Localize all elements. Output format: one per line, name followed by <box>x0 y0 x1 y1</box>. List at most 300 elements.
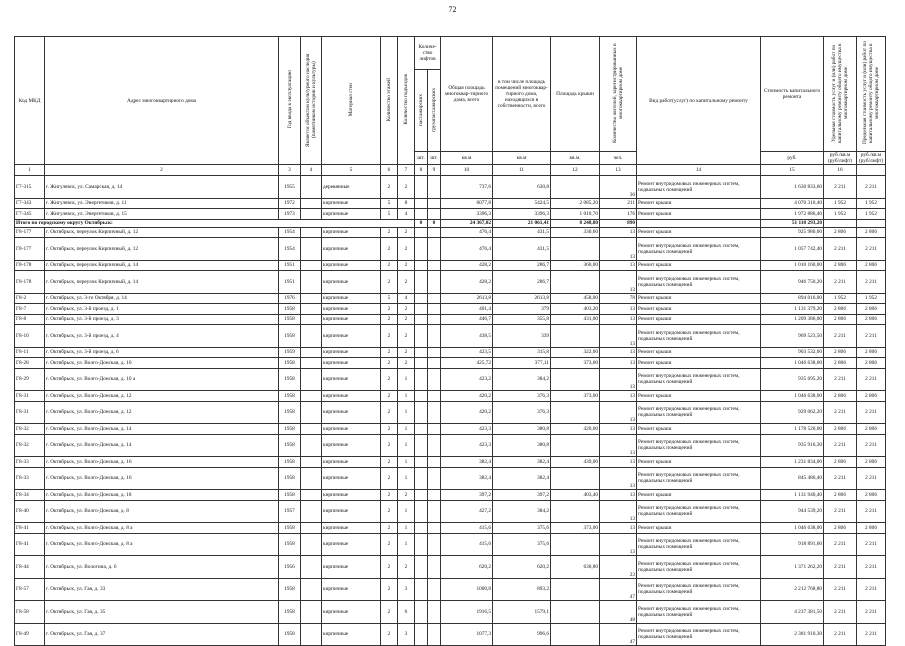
row-roof-area: 360,00 <box>551 260 600 271</box>
column-number: 2 <box>45 165 279 176</box>
row-unit-cost: 2 211 <box>824 467 857 490</box>
row-year: 1958 <box>279 523 301 534</box>
table-row <box>15 457 886 468</box>
row-max-cost: 2 806 <box>857 358 886 369</box>
row-address: г. Жигулевск, ул. Энергетиков, д. 11 <box>45 198 279 209</box>
unit-roof-area: кв.м. <box>551 152 600 165</box>
row-lifts-pass <box>415 176 428 199</box>
column-number: 14 <box>637 165 761 176</box>
row-year: 1958 <box>279 391 301 402</box>
row-year: 1958 <box>279 401 301 424</box>
row-year: 1954 <box>279 227 301 238</box>
row-max-cost: 2 211 <box>857 325 886 348</box>
table-body <box>15 176 886 646</box>
row-max-cost: 2 211 <box>857 238 886 261</box>
row-max-cost: 2 211 <box>857 271 886 294</box>
row-max-cost: 2 806 <box>857 227 886 238</box>
row-lifts-cargo <box>428 293 441 304</box>
row-total-area: 423,3 <box>441 434 493 457</box>
row-lifts-pass <box>415 271 428 294</box>
row-code: Г8-33 <box>15 467 45 490</box>
row-residents: 13 <box>600 457 637 468</box>
row-work-type: Ремонт внутридомовых инженерных систем, подвальных помещений <box>637 601 761 624</box>
row-cost: 1 209 386,00 <box>761 314 824 325</box>
row-lifts-pass <box>415 293 428 304</box>
row-floors: 2 <box>381 227 398 238</box>
row-residents: 176 <box>600 209 637 220</box>
row-lifts-cargo <box>428 457 441 468</box>
table-row <box>15 578 886 601</box>
row-floors: 2 <box>381 358 398 369</box>
unit-lifts-pass: шт. <box>415 152 428 165</box>
row-max-cost: 2 806 <box>857 391 886 402</box>
table-row <box>15 304 886 315</box>
row-owned-area: 620,2 <box>493 556 551 579</box>
row-code: Г7-345 <box>15 209 45 220</box>
row-cost: 918 891,60 <box>761 533 824 556</box>
row-material: кирпичные <box>322 434 381 457</box>
row-cost: 1 131 379,20 <box>761 304 824 315</box>
row-lifts-pass <box>415 358 428 369</box>
row-address: г. Октябрьск, ул. Волго-Донская, д. 16 <box>45 457 279 468</box>
row-roof-area <box>551 467 600 490</box>
row-material: кирпичные <box>322 500 381 523</box>
row-lifts-pass <box>415 556 428 579</box>
column-number: 13 <box>600 165 637 176</box>
row-roof-area <box>551 271 600 294</box>
row-lifts-cargo <box>428 434 441 457</box>
row-owned-area: 5424,5 <box>493 198 551 209</box>
row-work-type: Ремонт внутридомовых инженерных систем, подвальных помещений <box>637 467 761 490</box>
row-heritage <box>301 347 322 358</box>
row-roof-area: 373,00 <box>551 523 600 534</box>
row-heritage <box>301 209 322 220</box>
row-year: 1954 <box>279 238 301 261</box>
row-entrances: 2 <box>398 227 415 238</box>
row-entrances: 1 <box>398 457 415 468</box>
row-entrances: 2 <box>398 238 415 261</box>
row-total-area: 382,4 <box>441 457 493 468</box>
row-unit-cost: 2 211 <box>824 556 857 579</box>
row-year: 1957 <box>279 500 301 523</box>
total-row <box>15 219 886 227</box>
row-lifts-pass <box>415 314 428 325</box>
row-owned-area: 380,8 <box>493 434 551 457</box>
header-work-type: Вид работ(услуг) по капитальному ремонту <box>637 37 761 165</box>
row-year: 1958 <box>279 490 301 501</box>
column-number: 10 <box>441 165 493 176</box>
page-number: 72 <box>448 5 457 14</box>
row-lifts-pass <box>415 523 428 534</box>
row-max-cost: 2 211 <box>857 500 886 523</box>
row-residents: 13 <box>600 490 637 501</box>
row-code: Г8-58 <box>15 601 45 624</box>
column-number: 1 <box>15 165 45 176</box>
row-cost: 944 539,20 <box>761 500 824 523</box>
row-cost: 1 371 262,20 <box>761 556 824 579</box>
header-material: Материал стен <box>322 37 381 165</box>
row-lifts-pass <box>415 304 428 315</box>
mkd-register-table <box>14 36 886 646</box>
row-unit-cost: 2 211 <box>824 500 857 523</box>
row-roof-area: 403,20 <box>551 304 600 315</box>
row-lifts-cargo <box>428 500 441 523</box>
row-code: Г8-178 <box>15 260 45 271</box>
row-unit-cost: 2 806 <box>824 457 857 468</box>
row-cost: 935 916,30 <box>761 434 824 457</box>
row-total-area: 1916,5 <box>441 601 493 624</box>
row-owned-area: 376,3 <box>493 391 551 402</box>
row-owned-area: 1579,1 <box>493 601 551 624</box>
header-year: Год ввода в эксплуатацию <box>279 37 301 165</box>
row-year: 1958 <box>279 601 301 624</box>
row-floors: 2 <box>381 271 398 294</box>
row-residents: 13 <box>600 467 637 490</box>
row-unit-cost: 2 211 <box>824 271 857 294</box>
row-address: г. Октябрьск, ул. Волго-Донская, д. 8 <box>45 500 279 523</box>
row-heritage <box>301 293 322 304</box>
row-code: Г8-8 <box>15 314 45 325</box>
total-lifts-pass: 0 <box>415 219 428 227</box>
row-cost: 1 178 520,00 <box>761 424 824 435</box>
row-entrances: 2 <box>398 314 415 325</box>
row-lifts-cargo <box>428 391 441 402</box>
row-work-type: Ремонт крыши <box>637 227 761 238</box>
row-heritage <box>301 457 322 468</box>
table-row <box>15 209 886 220</box>
row-material: кирпичные <box>322 368 381 391</box>
row-work-type: Ремонт крыши <box>637 457 761 468</box>
row-cost: 1 630 833,60 <box>761 176 824 199</box>
row-address: г. Октябрьск, ул. Волго-Донская, д. 8 а <box>45 523 279 534</box>
row-roof-area: 2 085,20 <box>551 198 600 209</box>
row-unit-cost: 1 952 <box>824 293 857 304</box>
row-residents: 13 <box>600 260 637 271</box>
row-roof-area <box>551 601 600 624</box>
row-address: г. Октябрьск, ул. Гая, д. 35 <box>45 601 279 624</box>
row-cost: 1 046 638,00 <box>761 523 824 534</box>
row-max-cost: 1 952 <box>857 209 886 220</box>
row-owned-area: 355,8 <box>493 314 551 325</box>
row-floors: 2 <box>381 260 398 271</box>
row-unit-cost: 2 806 <box>824 260 857 271</box>
row-code: Г8-2 <box>15 293 45 304</box>
row-unit-cost: 2 806 <box>824 523 857 534</box>
total-residents: 890 <box>600 219 637 227</box>
row-entrances: 4 <box>398 209 415 220</box>
row-address: г. Октябрьск, переулок Кирпичный, д. 14 <box>45 271 279 294</box>
row-residents: 36 <box>600 176 637 199</box>
row-code: Г8-178 <box>15 271 45 294</box>
header-roof-area: Площадь крыши <box>551 37 600 152</box>
row-residents: 13 <box>600 227 637 238</box>
row-cost: 845 486,40 <box>761 467 824 490</box>
table-row <box>15 401 886 424</box>
row-heritage <box>301 368 322 391</box>
row-roof-area: 420,00 <box>551 424 600 435</box>
row-residents: 13 <box>600 424 637 435</box>
row-heritage <box>301 500 322 523</box>
row-year: 1958 <box>279 467 301 490</box>
row-total-area: 415,6 <box>441 523 493 534</box>
row-lifts-pass <box>415 601 428 624</box>
row-total-area: 3396,3 <box>441 209 493 220</box>
row-entrances: 2 <box>398 304 415 315</box>
row-lifts-cargo <box>428 176 441 199</box>
row-lifts-pass <box>415 260 428 271</box>
row-total-area: 415,6 <box>441 533 493 556</box>
table-row <box>15 271 886 294</box>
row-material: кирпичные <box>322 533 381 556</box>
row-max-cost: 2 806 <box>857 457 886 468</box>
row-total-area: 427,2 <box>441 500 493 523</box>
table-row <box>15 601 886 624</box>
row-total-area: 1077,3 <box>441 623 493 646</box>
header-code: Код МКД <box>15 37 45 165</box>
row-residents: 13 <box>600 391 637 402</box>
row-max-cost: 2 211 <box>857 176 886 199</box>
row-owned-area: 375,6 <box>493 523 551 534</box>
row-owned-area: 377,11 <box>493 358 551 369</box>
row-material: кирпичные <box>322 358 381 369</box>
header-owned-area: в том числе площадь помещений многоквар-тирного дома, находящихся в собственности, всего <box>493 37 551 152</box>
row-unit-cost: 2 806 <box>824 314 857 325</box>
row-lifts-cargo <box>428 424 441 435</box>
row-total-area: 428,2 <box>441 271 493 294</box>
row-heritage <box>301 556 322 579</box>
row-lifts-pass <box>415 490 428 501</box>
row-entrances: 1 <box>398 533 415 556</box>
row-lifts-pass <box>415 325 428 348</box>
table-row <box>15 314 886 325</box>
row-code: Г8-44 <box>15 556 45 579</box>
row-residents: 13 <box>600 358 637 369</box>
row-material: кирпичные <box>322 238 381 261</box>
table-row <box>15 358 886 369</box>
row-code: Г8-33 <box>15 457 45 468</box>
row-lifts-pass <box>415 368 428 391</box>
row-roof-area <box>551 176 600 199</box>
row-code: Г8-31 <box>15 391 45 402</box>
column-number: 11 <box>493 165 551 176</box>
row-max-cost: 2 806 <box>857 347 886 358</box>
table-row <box>15 467 886 490</box>
row-heritage <box>301 325 322 348</box>
row-floors: 2 <box>381 304 398 315</box>
row-total-area: 420,2 <box>441 391 493 402</box>
row-unit-cost: 2 211 <box>824 623 857 646</box>
row-lifts-pass <box>415 467 428 490</box>
row-lifts-cargo <box>428 601 441 624</box>
unit-residents: чел. <box>600 152 637 165</box>
row-owned-area: 893,2 <box>493 578 551 601</box>
row-lifts-cargo <box>428 271 441 294</box>
row-max-cost: 2 806 <box>857 260 886 271</box>
unit-owned-area: кв.м <box>493 152 551 165</box>
row-total-area: 438,5 <box>441 325 493 348</box>
row-lifts-pass <box>415 347 428 358</box>
row-roof-area: 373,00 <box>551 358 600 369</box>
row-total-area: 423,5 <box>441 347 493 358</box>
header-lifts-cargo: грузопассажирских <box>428 70 441 152</box>
total-roof-area: 8 248,80 <box>551 219 600 227</box>
row-owned-area: 431,5 <box>493 227 551 238</box>
row-lifts-pass <box>415 391 428 402</box>
header-address: Адрес многоквартирного дома <box>45 37 279 165</box>
row-total-area: 737,6 <box>441 176 493 199</box>
row-max-cost: 2 806 <box>857 304 886 315</box>
row-owned-area: 996,6 <box>493 623 551 646</box>
row-residents: 48 <box>600 601 637 624</box>
row-residents: 13 <box>600 314 637 325</box>
row-address: г. Октябрьск, ул. Волго-Донская, д. 12 <box>45 401 279 424</box>
column-number: 7 <box>398 165 415 176</box>
row-lifts-cargo <box>428 209 441 220</box>
column-number: 15 <box>761 165 824 176</box>
row-heritage <box>301 467 322 490</box>
header-lifts-pass: пассажирских <box>415 70 428 152</box>
table-row <box>15 238 886 261</box>
row-entrances: 2 <box>398 490 415 501</box>
header-unit-cost: Удельная стоимость услуг и (или) работ по капитальному ремонту общего имущества в многоквартирном доме <box>824 37 857 152</box>
row-address: г. Жигулевск, ул. Самарская, д. 14 <box>45 176 279 199</box>
row-cost: 1 046 638,00 <box>761 391 824 402</box>
row-lifts-pass <box>415 434 428 457</box>
row-floors: 2 <box>381 368 398 391</box>
row-residents: 13 <box>600 401 637 424</box>
row-owned-area: 315,8 <box>493 347 551 358</box>
table-row <box>15 424 886 435</box>
row-code: Г8-57 <box>15 578 45 601</box>
row-roof-area: 431,00 <box>551 314 600 325</box>
row-heritage <box>301 238 322 261</box>
row-cost: 1 046 638,00 <box>761 358 824 369</box>
row-address: г. Октябрьск, ул. 3-й проезд, д. 1 <box>45 304 279 315</box>
row-address: г. Октябрьск, ул. Волго-Донская, д. 10 а <box>45 368 279 391</box>
row-owned-area: 382,4 <box>493 457 551 468</box>
total-owned-area: 21 061,41 <box>493 219 551 227</box>
row-work-type: Ремонт крыши <box>637 424 761 435</box>
row-floors: 2 <box>381 533 398 556</box>
row-code: Г8-28 <box>15 358 45 369</box>
row-roof-area <box>551 434 600 457</box>
row-entrances: 2 <box>398 556 415 579</box>
row-max-cost: 2 211 <box>857 368 886 391</box>
row-material: кирпичные <box>322 209 381 220</box>
row-total-area: 476,4 <box>441 227 493 238</box>
row-residents: 13 <box>600 271 637 294</box>
row-material: кирпичные <box>322 304 381 315</box>
row-code: Г8-41 <box>15 533 45 556</box>
row-code: Г7-315 <box>15 176 45 199</box>
column-number-empty <box>857 165 886 176</box>
table-row <box>15 325 886 348</box>
row-lifts-cargo <box>428 623 441 646</box>
row-owned-area: 339 <box>493 325 551 348</box>
row-unit-cost: 2 806 <box>824 358 857 369</box>
row-unit-cost: 2 211 <box>824 533 857 556</box>
row-total-area: 620,2 <box>441 556 493 579</box>
row-year: 1959 <box>279 347 301 358</box>
row-owned-area: 286,7 <box>493 271 551 294</box>
total-max-empty <box>857 219 886 227</box>
row-max-cost: 2 806 <box>857 523 886 534</box>
row-floors: 2 <box>381 467 398 490</box>
row-cost: 1 131 940,40 <box>761 490 824 501</box>
row-entrances: 3 <box>398 623 415 646</box>
row-year: 1972 <box>279 198 301 209</box>
row-cost: 4 070 310,40 <box>761 198 824 209</box>
row-heritage <box>301 176 322 199</box>
row-code: Г8-10 <box>15 325 45 348</box>
row-owned-area: 3396,3 <box>493 209 551 220</box>
column-numbers-row <box>15 165 886 176</box>
total-work-empty <box>637 219 761 227</box>
row-entrances: 8 <box>398 198 415 209</box>
header-max-cost: Предельная стоимость услуг и (или) работ по капитальному ремонту общего имущества в многоквартирном доме <box>857 37 886 152</box>
row-entrances: 2 <box>398 176 415 199</box>
row-year: 1958 <box>279 578 301 601</box>
row-roof-area: 322,00 <box>551 347 600 358</box>
row-work-type: Ремонт внутридомовых инженерных систем, подвальных помещений <box>637 238 761 261</box>
row-year: 1951 <box>279 271 301 294</box>
row-owned-area: 375,6 <box>493 533 551 556</box>
row-roof-area <box>551 368 600 391</box>
row-cost: 935 695,20 <box>761 368 824 391</box>
row-lifts-pass <box>415 227 428 238</box>
row-address: г. Октябрьск, ул. Волго-Донская, д. 16 <box>45 467 279 490</box>
row-unit-cost: 2 211 <box>824 325 857 348</box>
row-unit-cost: 1 952 <box>824 209 857 220</box>
table-row <box>15 227 886 238</box>
row-floors: 2 <box>381 391 398 402</box>
row-address: г. Октябрьск, ул. Гая, д. 37 <box>45 623 279 646</box>
row-total-area: 2613,8 <box>441 293 493 304</box>
row-address: г. Октябрьск, ул. 3-го Октября, д. 14 <box>45 293 279 304</box>
row-lifts-cargo <box>428 368 441 391</box>
row-material: кирпичные <box>322 523 381 534</box>
column-number: 12 <box>551 165 600 176</box>
row-total-area: 423,2 <box>441 368 493 391</box>
row-roof-area: 439,00 <box>551 457 600 468</box>
row-residents: 47 <box>600 623 637 646</box>
row-lifts-pass <box>415 533 428 556</box>
row-year: 1958 <box>279 434 301 457</box>
row-owned-area: 376,3 <box>493 401 551 424</box>
row-lifts-cargo <box>428 304 441 315</box>
row-heritage <box>301 391 322 402</box>
row-work-type: Ремонт крыши <box>637 260 761 271</box>
total-cost: 51 110 293,20 <box>761 219 824 227</box>
row-entrances: 6 <box>398 601 415 624</box>
row-cost: 1 057 742,40 <box>761 238 824 261</box>
row-roof-area: 1 010,70 <box>551 209 600 220</box>
row-max-cost: 2 211 <box>857 578 886 601</box>
row-roof-area <box>551 325 600 348</box>
row-heritage <box>301 260 322 271</box>
unit-unit-cost: руб./кв.м (руб/лифт) <box>824 152 857 165</box>
row-unit-cost: 2 211 <box>824 176 857 199</box>
row-entrances: 2 <box>398 271 415 294</box>
row-roof-area <box>551 623 600 646</box>
row-floors: 2 <box>381 347 398 358</box>
column-number: 3 <box>279 165 301 176</box>
row-max-cost: 2 211 <box>857 601 886 624</box>
row-cost: 946 750,20 <box>761 271 824 294</box>
row-floors: 2 <box>381 434 398 457</box>
row-cost: 1 231 834,00 <box>761 457 824 468</box>
row-work-type: Ремонт внутридомовых инженерных систем, подвальных помещений <box>637 401 761 424</box>
